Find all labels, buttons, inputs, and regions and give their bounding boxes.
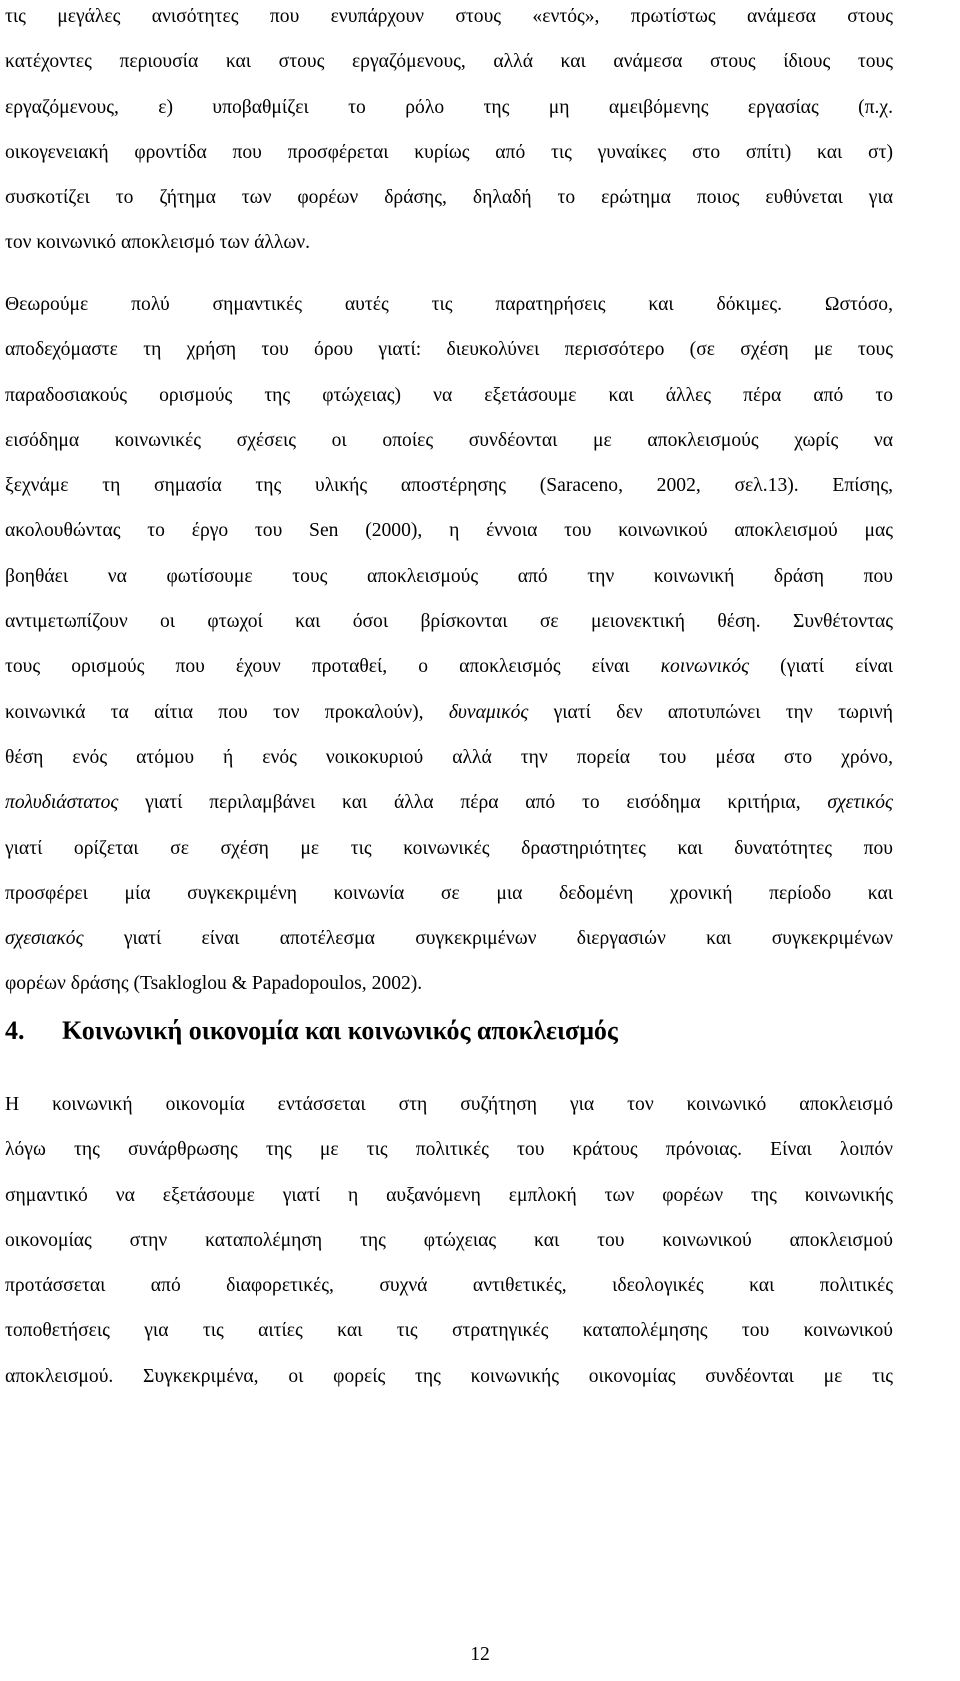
text-run: (γιατί είναι — [749, 656, 894, 678]
paragraph-3 — [5, 1082, 893, 1399]
paragraph-1 — [5, 0, 893, 266]
text-line: φορέων δράσης (Tsakloglou & Papadopoulos, 2002). — [5, 973, 423, 995]
text-line — [5, 690, 893, 735]
text-run: τους ορισμούς που έχουν προταθεί, ο αποκλεισμός είναι — [5, 656, 661, 678]
text-line: γιατί ορίζεται σε σχέση με τις κοινωνικές δραστηριότητες και δυνατότητες που — [5, 837, 893, 859]
text-line: εισόδημα κοινωνικές σχέσεις οι οποίες συνδέονται με αποκλεισμούς χωρίς να — [5, 429, 893, 451]
text-line: συσκοτίζει το ζήτημα των φορέων δράσης, δηλαδή το ερώτημα ποιος ευθύνεται για — [5, 187, 893, 209]
text-line: αντιμετωπίζουν οι φτωχοί και όσοι βρίσκονται σε μειονεκτική θέση. Συνθέτοντας — [5, 611, 893, 633]
italic-term-dynamikos: δυναμικός — [448, 701, 529, 723]
text-line: οικογενειακή φροντίδα που προσφέρεται κυρίως από τις γυναίκες στο σπίτι) και στ) — [5, 141, 893, 163]
text-line: θέση ενός ατόμου ή ενός νοικοκυριού αλλά την πορεία του μέσα στο χρόνο, — [5, 746, 893, 768]
italic-term-polydiastatos: πολυδιάστατος — [5, 792, 119, 814]
text-line: προτάσσεται από διαφορετικές, συχνά αντιθετικές, ιδεολογικές και πολιτικές — [5, 1275, 893, 1297]
text-line: κατέχοντες περιουσία και στους εργαζόμενους, αλλά και ανάμεσα στους ίδιους τους — [5, 51, 893, 73]
text-line: αποκλεισμού. Συγκεκριμένα, οι φορείς της κοινωνικής οικονομίας συνδέονται με τις — [5, 1365, 893, 1387]
text-line — [5, 644, 893, 689]
italic-term-schetikos: σχετικός — [827, 792, 893, 814]
text-line — [5, 916, 893, 961]
text-line: οικονομίας στην καταπολέμηση της φτώχειας και του κοινωνικού αποκλεισμού — [5, 1229, 893, 1251]
text-run: γιατί περιλαμβάνει και άλλα πέρα από το εισόδημα κριτήρια, — [118, 792, 828, 814]
text-line: αποδεχόμαστε τη χρήση του όρου γιατί: διευκολύνει περισσότερο (σε σχέση με τους — [5, 339, 893, 361]
text-line: τις μεγάλες ανισότητες που ενυπάρχουν στους «εντός», πρωτίστως ανάμεσα στους — [5, 6, 893, 27]
section-heading — [5, 1011, 893, 1051]
text-line: ακολουθώντας το έργο του Sen (2000), η έννοια του κοινωνικού αποκλεισμού μας — [5, 520, 893, 542]
page-number: 12 — [470, 1644, 490, 1665]
text-line: τοποθετήσεις για τις αιτίες και τις στρατηγικές καταπολέμησης του κοινωνικού — [5, 1320, 893, 1342]
text-line — [5, 780, 893, 825]
text-line: Θεωρούμε πολύ σημαντικές αυτές τις παρατηρήσεις και δόκιμες. Ωστόσο, — [5, 294, 893, 315]
text-run: γιατί δεν αποτυπώνει την τωρινή — [528, 701, 893, 723]
section-title: Κοινωνική οικονομία και κοινωνικός αποκλεισμός — [62, 1016, 618, 1045]
text-line: σημαντικό να εξετάσουμε γιατί η αυξανόμενη εμπλοκή των φορέων της κοινωνικής — [5, 1184, 893, 1206]
italic-term-koinonikos: κοινωνικός — [660, 656, 750, 678]
text-line: εργαζόμενους, ε) υποβαθμίζει το ρόλο της μη αμειβόμενης εργασίας (π.χ. — [5, 96, 893, 118]
text-line: τον κοινωνικό αποκλεισμό των άλλων. — [5, 232, 311, 254]
text-line: Η κοινωνική οικονομία εντάσσεται στη συζήτηση για τον κοινωνικό αποκλεισμό — [5, 1094, 893, 1115]
text-line: βοηθάει να φωτίσουμε τους αποκλεισμούς από την κοινωνική δράση που — [5, 565, 893, 587]
text-line: παραδοσιακούς ορισμούς της φτώχειας) να εξετάσουμε και άλλες πέρα από το — [5, 384, 893, 406]
text-line: ξεχνάμε τη σημασία της υλικής αποστέρησης (Saraceno, 2002, σελ.13). Επίσης, — [5, 475, 893, 497]
text-run: κοινωνικά τα αίτια που τον προκαλούν), — [5, 701, 449, 723]
text-line: λόγω της συνάρθρωσης της με τις πολιτικές του κράτους πρόνοιας. Είναι λοιπόν — [5, 1139, 893, 1161]
italic-term-schesiakos: σχεσιακός — [5, 928, 84, 950]
paragraph-2 — [5, 282, 893, 1007]
text-run: γιατί είναι αποτέλεσμα συγκεκριμένων διεργασιών και συγκεκριμένων — [83, 928, 893, 950]
section-number: 4. — [5, 1016, 25, 1045]
text-line: προσφέρει μία συγκεκριμένη κοινωνία σε μια δεδομένη χρονική περίοδο και — [5, 882, 893, 904]
